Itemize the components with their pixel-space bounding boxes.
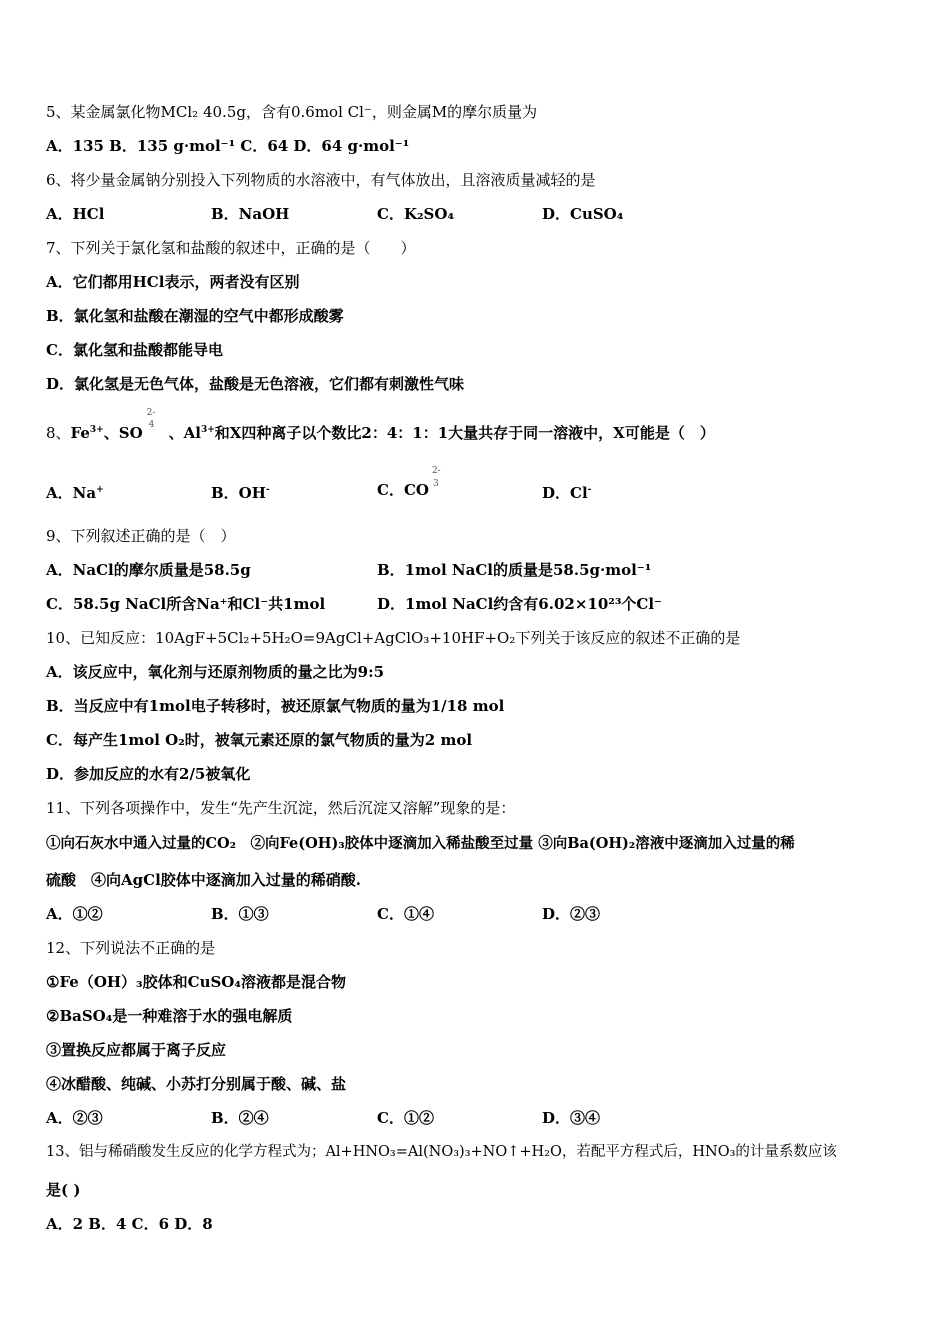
q8-option-a: A．Na+ [46,484,104,502]
q8-al-charge: 3+ [200,425,215,435]
q11-option-d: D．②③ [542,905,601,923]
q11-body-line2: 硫酸 ④向AgCl胶体中逐滴加入过量的稀硝酸. [46,871,361,889]
q9-option-c: C．58.5g NaCl所含Na⁺和Cl⁻共1mol [46,595,326,613]
q10-option-a: A．该反应中，氧化剂与还原剂物质的量之比为9:5 [46,663,385,681]
q8-co3-charge: 2- [431,466,441,476]
q7-option-c: C．氯化氢和盐酸都能导电 [46,341,223,359]
q7-option-a: A．它们都用HCl表示，两者没有区别 [46,273,300,291]
q6-option-a: A．HCl [46,205,105,223]
q12-stem: 12、下列说法不正确的是 [46,939,216,957]
q12-statement-3: ③置换反应都属于离子反应 [46,1041,227,1059]
q8-so4-sub: 4 [148,420,155,430]
q8-option-b: B．OH- [211,484,270,502]
q8-co3-ion [429,466,441,500]
q12-option-c: C．①② [377,1109,434,1127]
q7-stem: 7、下列关于氯化氢和盐酸的叙述中，正确的是（ ） [46,239,416,257]
q8-stem [46,408,715,443]
q12-statement-1: ①Fe（OH）₃胶体和CuSO₄溶液都是混合物 [46,973,346,991]
q12-option-b: B．②④ [211,1109,269,1127]
q6-option-b: B．NaOH [211,205,290,223]
q11-body-line1: ①向石灰水中通入过量的CO₂ ②向Fe(OH)₃胶体中逐滴加入稀盐酸至过量 ③向Ba(OH)₂溶液中逐滴加入过量的稀 [46,835,795,852]
q6-stem: 6、将少量金属钠分别投入下列物质的水溶液中，有气体放出，且溶液质量减轻的是 [46,171,596,189]
q11-option-c: C．①④ [377,905,434,923]
q5-options: A．135 B．135 g·mol⁻¹ C．64 D．64 g·mol⁻¹ [46,137,410,155]
q9-stem: 9、下列叙述正确的是（ ） [46,527,236,545]
q10-option-d: D．参加反应的水有2/5被氧化 [46,765,251,783]
q8-so4-charge: 2- [146,408,156,418]
q11-option-b: B．①③ [211,905,269,923]
q10-option-c: C．每产生1mol O₂时，被氧元素还原的氯气物质的量为2 mol [46,731,473,749]
q8-rest: 和X四种离子以个数比2：4：1：1大量共存于同一溶液中，X可能是（ ） [214,424,715,442]
q13-stem-line2: 是( ) [46,1181,81,1199]
q8-option-d: D．Cl- [542,484,592,502]
q8-option-c: C．CO 2- 3 [377,466,441,499]
q11-stem: 11、下列各项操作中，发生“先产生沉淀，然后沉淀又溶解”现象的是： [46,799,516,817]
q6-option-d: D．CuSO₄ [542,205,624,223]
q11-option-a: A．①② [46,905,103,923]
q9-option-d: D．1mol NaCl约含有6.02×10²³个Cl⁻ [377,595,662,613]
q7-option-d: D．氯化氢是无色气体，盐酸是无色溶液，它们都有刺激性气味 [46,375,465,393]
q12-statement-4: ④冰醋酸、纯碱、小苏打分别属于酸、碱、盐 [46,1075,347,1093]
q12-option-d: D．③④ [542,1109,601,1127]
q8-fe-charge: 3+ [89,425,104,435]
q12-statement-2: ②BaSO₄是一种难溶于水的强电解质 [46,1007,293,1025]
q8-al: 、Al [168,424,201,442]
q7-option-b: B．氯化氢和盐酸在潮湿的空气中都形成酸雾 [46,307,344,325]
q9-option-b: B．1mol NaCl的质量是58.5g·mol⁻¹ [377,561,652,579]
q6-option-c: C．K₂SO₄ [377,205,455,223]
q8-number: 8、 [46,424,71,442]
q5-stem: 5、某金属氯化物MCl₂ 40.5g，含有0.6mol Cl⁻，则金属M的摩尔质量为 [46,103,538,121]
q8-so4-ion [143,408,169,440]
q10-option-b: B．当反应中有1mol电子转移时，被还原氯气物质的量为1/18 mol [46,697,505,715]
q8-so: 、SO [103,424,143,442]
q10-stem: 10、已知反应：10AgF+5Cl₂+5H₂O=9AgCl+AgClO₃+10HF+O₂下列关于该反应的叙述不正确的是 [46,629,741,647]
q8-co3-sub: 3 [432,479,439,489]
q12-option-a: A．②③ [46,1109,103,1127]
q13-options: A．2 B．4 C．6 D．8 [46,1215,213,1233]
q8-fe: Fe [70,424,90,442]
q9-option-a: A．NaCl的摩尔质量是58.5g [46,561,251,579]
q13-stem-line1: 13、铝与稀硝酸发生反应的化学方程式为；Al+HNO₃=Al(NO₃)₃+NO↑+H₂O，若配平方程式后，HNO₃的计量系数应该 [46,1144,837,1160]
